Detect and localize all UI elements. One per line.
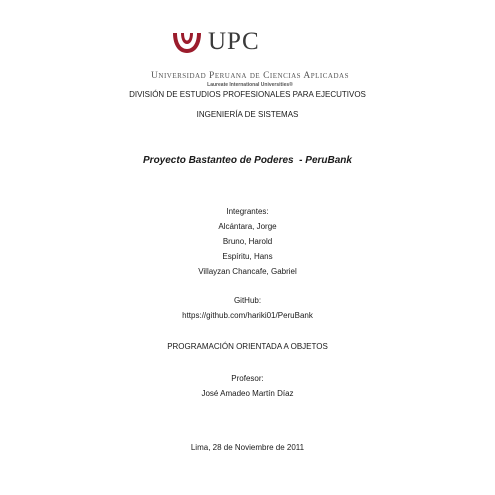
upc-emblem-icon	[170, 30, 204, 56]
member-item: Alcántara, Jorge	[218, 222, 277, 231]
professor-name: José Amadeo Martín Díaz	[201, 389, 294, 398]
logo-acronym: UPC	[208, 28, 260, 55]
professor-heading: Profesor:	[231, 374, 264, 383]
github-url[interactable]: https://github.com/hariki01/PeruBank	[182, 311, 313, 320]
github-heading: GitHub:	[233, 296, 262, 305]
university-name: Universidad Peruana de Ciencias Aplicadas	[151, 71, 349, 81]
career-heading: INGENIERÍA DE SISTEMAS	[196, 110, 299, 119]
member-item: Espíritu, Hans	[222, 252, 273, 261]
course-name: PROGRAMACIÓN ORIENTADA A OBJETOS	[167, 342, 328, 351]
division-heading: DIVISIÓN DE ESTUDIOS PROFESIONALES PARA EJECUTIVOS	[129, 90, 366, 99]
place-date: Lima, 28 de Noviembre de 2011	[190, 443, 305, 452]
members-heading: Integrantes:	[226, 207, 269, 216]
project-title: Proyecto Bastanteo de Poderes - PeruBank	[143, 155, 352, 166]
member-item: Bruno, Harold	[222, 237, 273, 246]
university-tagline: Laureate International Universities®	[207, 82, 293, 88]
upc-logo	[150, 26, 350, 88]
member-item: Villayzan Chancafe, Gabriel	[198, 267, 297, 276]
